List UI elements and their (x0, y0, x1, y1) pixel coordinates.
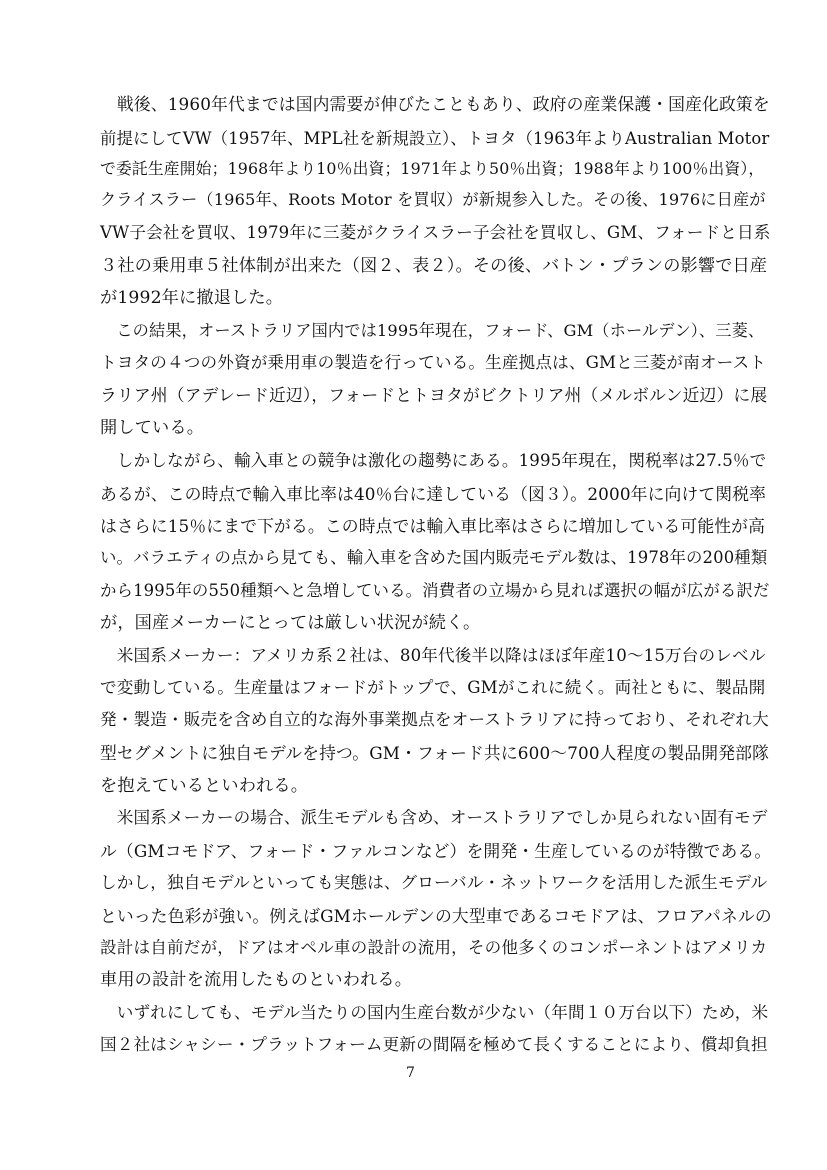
text-line: ル（GMコモドア、フォード・ファルコンなど）を開発・生産しているのが特徴である。 (100, 841, 772, 861)
text-line: を抱えているといわれる。 (100, 776, 309, 796)
text-line: 国２社はシャシー・プラットフォーム更新の間隔を極めて長くすることにより、償却負担 (100, 1035, 768, 1054)
text-line: といった色彩が強い。例えばGMホールデンの大型車であるコモドアは、フロアパネルの (100, 906, 772, 926)
page-number: 7 (406, 1065, 415, 1081)
text-line: あるが、この時点で輸入車比率は40％台に達している（図３）。2000年に向けて関税率 (100, 484, 767, 504)
text-line: いずれにしても、モデル当たりの国内生産台数が少ない（年間１０万台以下）ため，米 (100, 1003, 769, 1022)
text-line: 型セグメントに独自モデルを持つ。GM・フォード共に600～700人程度の製品開発部隊 (100, 743, 769, 763)
text-line: クライスラー（1965年、Roots Motor を買収）が新規参入した。その後、1976に日産が (100, 190, 766, 209)
text-line: しかし，独自モデルといっても実態は、グローバル・ネットワークを活用した派生モデル (100, 873, 768, 892)
text-line: 車用の設計を流用したものといわれる。 (100, 970, 413, 990)
text-line: が，国産メーカーにとっては厳しい状況が続く。 (100, 613, 481, 633)
text-line: 開している。 (100, 418, 205, 438)
text-line: 米国系メーカーの場合、派生モデルも含め、オーストラリアでしか見られない固有モデ (100, 808, 768, 827)
text-line: から1995年の550種類へと急増している。消費者の立場から見れば選択の幅が広がる訳だ (100, 581, 770, 600)
text-line: しかしながら、輸入車との競争は激化の趨勢にある。1995年現在，関税率は27.5％で (100, 451, 767, 470)
text-line: ラリア州（アデレード近辺），フォードとトヨタがビクトリア州（メルボルン近辺）に展 (100, 385, 768, 405)
text-line: 発・製造・販売を含め自立的な海外事業拠点をオーストラリアに持っており、それぞれ大 (100, 710, 769, 729)
text-line: トヨタの４つの外資が乗用車の製造を行っている。生産拠点は、GMと三菱が南オースト (100, 353, 766, 372)
text-line: 前提にしてVW（1957年、MPL社を新規設立）、トヨタ（1963年よりAustralian Motor (100, 129, 770, 148)
text-line: この結果，オーストラリア国内では1995年現在，フォード、GM（ホールデン）、三菱、 (100, 321, 765, 340)
text-line: で委託生産開始；1968年より10％出資；1971年より50％出資；1988年より100％出資）， (100, 159, 765, 178)
text-line: 米国系メーカー：アメリカ系２社は、80年代後半以降はほぼ年産10～15万台のレベル (100, 646, 766, 665)
text-line: ３社の乗用車５社体制が出来た（図２、表２）。その後、バトン・プランの影響で日産 (100, 256, 768, 276)
text-line: い。バラエティの点から見ても、輸入車を含めた国内販売モデル数は、1978年の200種類 (100, 548, 768, 567)
text-line: 戦後、1960年代までは国内需要が伸びたこともあり、政府の産業保護・国産化政策を (100, 94, 770, 114)
text-line: VW子会社を買収、1979年に三菱がクライスラー子会社を買収し、GM、フォードと日系 (100, 223, 771, 242)
text-line: 設計は自前だが，ドアはオペル車の設計の流用，その他多くのコンポーネントはアメリカ (100, 938, 768, 957)
text-line: はさらに15％にまで下がる。この時点では輸入車比率はさらに増加している可能性が高 (100, 516, 766, 536)
text-line: で変動している。生産量はフォードがトップで、GMがこれに続く。両社ともに、製品開 (100, 678, 766, 697)
text-line: が1992年に撤退した。 (100, 288, 284, 308)
